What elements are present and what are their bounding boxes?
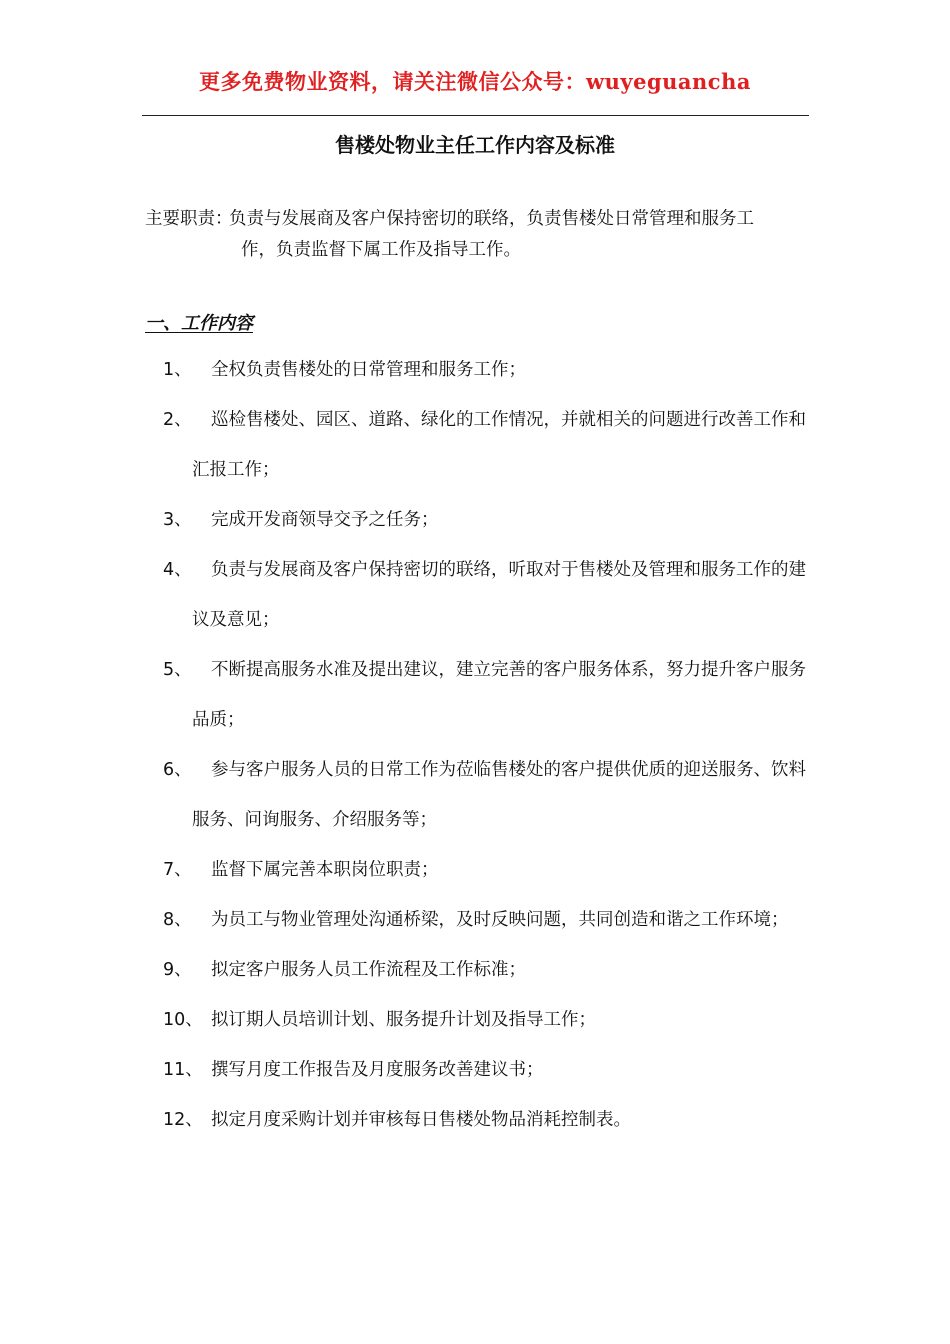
main-duty-paragraph (145, 204, 810, 266)
document-title: 售楼处物业主任工作内容及标准 (335, 133, 615, 157)
list-item (0, 995, 950, 1045)
item-text: 参与客户服务人员的日常工作为莅临售楼处的客户提供优质的迎送服务、饮料服务、问询服务、介绍服务等； (192, 760, 806, 830)
item-number: 10、 (163, 1010, 203, 1030)
item-number: 2、 (163, 410, 192, 430)
item-text: 撰写月度工作报告及月度服务改善建议书； (211, 1060, 544, 1080)
duty-label: 主要职责： (145, 209, 233, 229)
item-number: 7、 (163, 860, 192, 880)
item-text: 为员工与物业管理处沟通桥梁，及时反映问题，共同创造和谐之工作环境； (211, 910, 789, 930)
item-number: 1、 (163, 360, 192, 380)
list-item (0, 1095, 950, 1145)
list-item (0, 395, 950, 495)
item-text: 不断提高服务水准及提出建议，建立完善的客户服务体系，努力提升客户服务品质； (192, 660, 806, 730)
list-item (0, 545, 950, 645)
duty-line-1: 负责与发展商及客户保持密切的联络，负责售楼处日常管理和服务工 (229, 209, 754, 229)
duty-line-2: 作，负责监督下属工作及指导工作。 (241, 240, 521, 260)
section-heading-work-content: 一、工作内容 (145, 313, 253, 334)
list-item (0, 945, 950, 995)
item-text: 监督下属完善本职岗位职责； (211, 860, 439, 880)
list-item (0, 645, 950, 745)
list-item (0, 495, 950, 545)
item-number: 12、 (163, 1110, 203, 1130)
item-number: 11、 (163, 1060, 203, 1080)
list-item (0, 1045, 950, 1095)
item-number: 3、 (163, 510, 192, 530)
item-text: 拟订期人员培训计划、服务提升计划及指导工作； (211, 1010, 596, 1030)
item-text: 巡检售楼处、园区、道路、绿化的工作情况，并就相关的问题进行改善工作和汇报工作； (192, 410, 806, 480)
item-text: 全权负责售楼处的日常管理和服务工作； (211, 360, 526, 380)
list-item (0, 345, 950, 395)
list-item (0, 745, 950, 845)
list-item (0, 895, 950, 945)
item-text: 完成开发商领导交予之任务； (211, 510, 439, 530)
item-text: 拟定客户服务人员工作流程及工作标准； (211, 960, 526, 980)
item-text: 负责与发展商及客户保持密切的联络，听取对于售楼处及管理和服务工作的建议及意见； (192, 560, 806, 630)
duty-text (145, 204, 810, 266)
work-content-list (0, 345, 950, 1145)
item-number: 8、 (163, 910, 192, 930)
list-item (0, 845, 950, 895)
item-number: 6、 (163, 760, 192, 780)
promo-banner: 更多免费物业资料，请关注微信公众号：wuyeguancha (199, 69, 751, 94)
item-number: 5、 (163, 660, 192, 680)
header-divider (142, 115, 809, 116)
item-number: 4、 (163, 560, 192, 580)
item-number: 9、 (163, 960, 192, 980)
item-text: 拟定月度采购计划并审核每日售楼处物品消耗控制表。 (211, 1110, 631, 1130)
